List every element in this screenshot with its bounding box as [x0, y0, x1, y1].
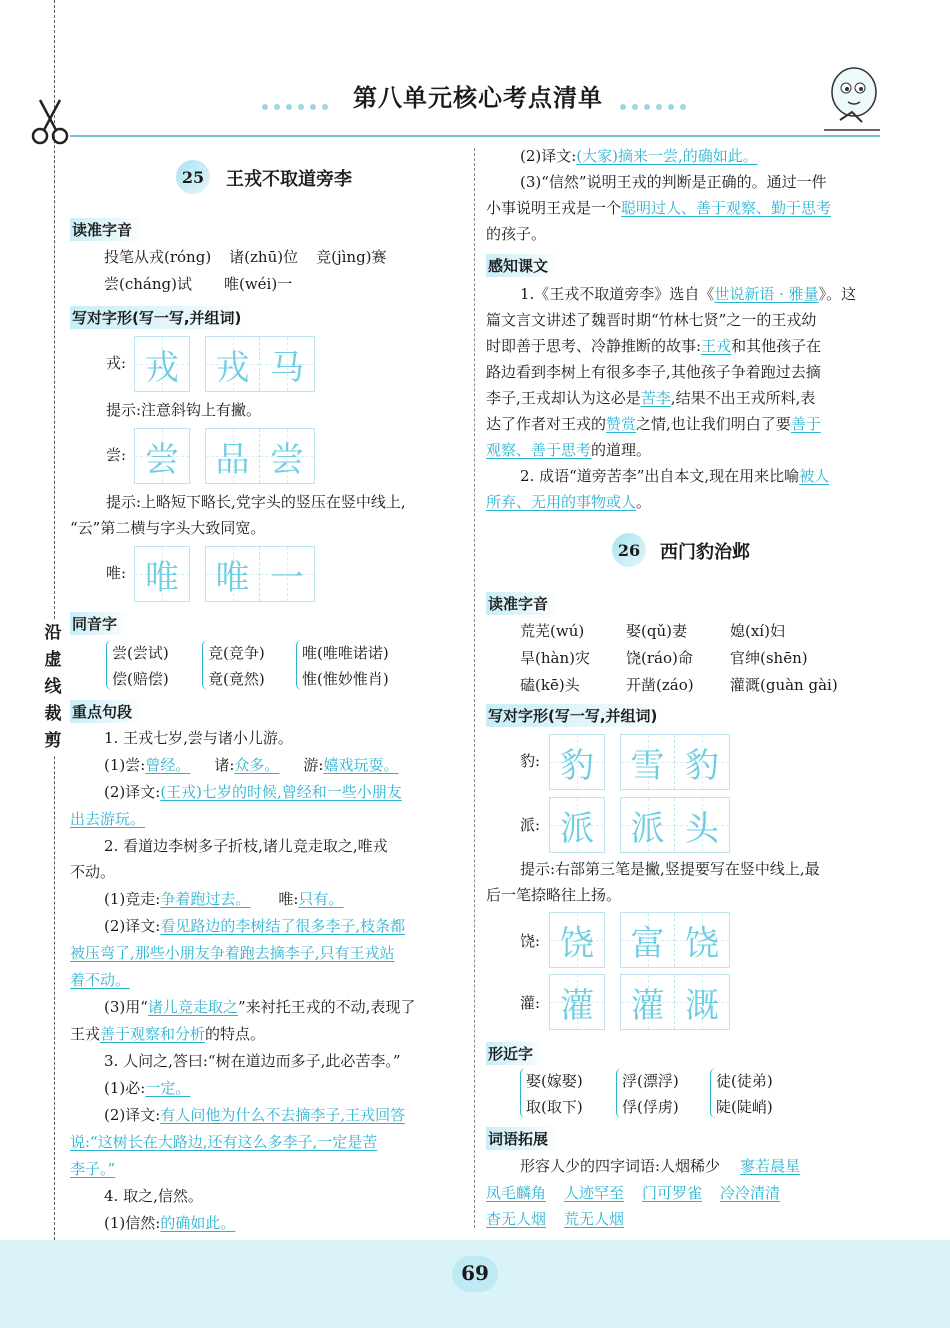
text-line: 1.《王戎不取道旁李》选自《世说新语 · 雅量》。这 [520, 285, 857, 303]
writing-grid: 唯 一 [205, 546, 315, 602]
column-divider [474, 148, 475, 1228]
pron-row: 尝(cháng)试 唯(wéi)一 [104, 275, 293, 293]
text-line: 2. 成语“道旁苦李”出自本文,现在用来比喻被人 [520, 467, 830, 485]
writing-grid: 饶 [549, 912, 605, 968]
write-label: 饶: [520, 932, 541, 950]
similar-group: 娶(嫁娶) 取(取下) [520, 1068, 583, 1120]
section-perception [486, 254, 558, 277]
section-label: 词语拓展 [486, 1127, 558, 1150]
section-pronunciation [486, 592, 558, 615]
section-label: 形近字 [486, 1042, 543, 1065]
writing-grid: 雪 豹 [620, 734, 730, 790]
lesson-title: 王戎不取道旁李 [226, 169, 352, 190]
similar-group: 徒(徒弟) 陡(陡峭) [710, 1068, 773, 1120]
key-sentence: 2. 看道边李树多子折枝,诸儿竞走取之,唯戎 [104, 837, 388, 855]
title-dots-right [620, 96, 692, 106]
section-write [70, 306, 251, 329]
answer-line: 被压弯了,那些小朋友争着跑去摘李子,只有王戎站 [70, 944, 395, 962]
lesson-title: 西门豹治邺 [660, 542, 750, 563]
text-line: 形容人少的四字词语:人烟稀少 寥若晨星 [520, 1157, 801, 1175]
answer-line: (2)译文:(大家)摘来一尝,的确如此。 [520, 147, 758, 165]
answer-line: 的孩子。 [486, 225, 547, 243]
lesson-number: 26 [612, 533, 646, 567]
answer-line: 李子。” [70, 1160, 116, 1178]
homophone-group: 尝(尝试) 偿(赔偿) [106, 640, 169, 692]
hint: 提示:注意斜钩上有撇。 [106, 401, 262, 419]
hint: 提示:右部第三笔是撇,竖提要写在竖中线上,最 [520, 860, 820, 878]
answer-line: (2)译文:(王戎)七岁的时候,曾经和一些小朋友 [104, 783, 402, 801]
section-label: 重点句段 [70, 700, 142, 723]
answer-line: (1)必:一定。 [104, 1079, 191, 1097]
writing-grid: 豹 [549, 734, 605, 790]
answer-line: (1)信然:的确如此。 [104, 1214, 236, 1232]
text-line: 篇文言文讲述了魏晋时期“竹林七贤”之一的王戎幼 [486, 311, 817, 329]
text-line: 杳无人烟 荒无人烟 [486, 1210, 625, 1228]
pron-item: 灌溉(guàn gài) [730, 676, 838, 694]
section-write [486, 704, 667, 727]
text-line: 路边看到李树上有很多李子,其他孩子争着跑过去摘 [486, 363, 821, 381]
section-homophones [70, 612, 127, 635]
text-line: 李子,王戎却认为这必是苦李,结果不出王戎所料,表 [486, 389, 816, 407]
answer-line: 出去游玩。 [70, 810, 146, 828]
write-label: 派: [520, 816, 541, 834]
pron-item: 开凿(záo) [626, 676, 694, 694]
write-label: 戎: [106, 354, 127, 372]
answer-line: (3)用“诸儿竞走取之”来衬托王戎的不动,表现了 [104, 998, 416, 1016]
section-label: 同音字 [70, 612, 127, 635]
writing-grid: 戎 马 [205, 336, 315, 392]
answer-line: 小事说明王戎是一个聪明过人、善于观察、勤于思考 [486, 199, 832, 217]
writing-grid: 富 饶 [620, 912, 730, 968]
section-label: 写对字形(写一写,并组词) [486, 704, 667, 727]
writing-grid: 派 头 [620, 797, 730, 853]
answer-line: (2)译文:有人问他为什么不去摘李子,王戎回答 [104, 1106, 406, 1124]
text-line: 时即善于思考、冷静推断的故事:王戎和其他孩子在 [486, 337, 822, 355]
similar-group: 浮(漂浮) 俘(俘虏) [616, 1068, 679, 1120]
section-pronunciation [70, 218, 142, 241]
section-key-sentences [70, 700, 142, 723]
pron-item: 官绅(shēn) [730, 649, 808, 667]
hint: 后一笔捺略往上扬。 [486, 886, 622, 904]
key-sentence: 不动。 [70, 863, 116, 881]
text-line: 所弃、无用的事物或人。 [486, 493, 652, 511]
text-line: 达了作者对王戎的赞赏之情,也让我们明白了要善于 [486, 415, 821, 433]
text-line: 观察、善于思考的道理。 [486, 441, 652, 459]
writing-grid: 唯 [134, 546, 190, 602]
pron-item: 饶(ráo)命 [626, 649, 693, 667]
pron-item: 旱(hàn)灾 [520, 649, 590, 667]
answer-line: 着不动。 [70, 971, 131, 989]
scissors-icon [30, 98, 70, 146]
writing-grid: 灌 [549, 974, 605, 1030]
cut-instruction: 沿 虚 线 裁 剪 [40, 620, 66, 755]
homophone-group: 竞(竞争) 竟(竟然) [202, 640, 265, 692]
writing-grid: 派 [549, 797, 605, 853]
section-word-extension [486, 1127, 558, 1150]
section-label: 写对字形(写一写,并组词) [70, 306, 251, 329]
pron-item: 媳(xí)妇 [730, 622, 785, 640]
writing-grid: 戎 [134, 336, 190, 392]
pron-item: 娶(qǔ)妻 [626, 622, 687, 640]
answer-line: 王戎善于观察和分析的特点。 [70, 1025, 266, 1043]
answer-line: (1)尝:曾经。 诸:众多。 游:嬉戏玩耍。 [104, 756, 399, 774]
write-label: 唯: [106, 564, 127, 582]
pron-item: 磕(kē)头 [520, 676, 580, 694]
header-rule [70, 135, 880, 137]
answer-line: 说:“这树长在大路边,还有这么多李子,一定是苦 [70, 1133, 378, 1151]
hint: “云”第二横与字头大致同宽。 [70, 519, 266, 537]
write-label: 豹: [520, 752, 541, 770]
mascot-icon [822, 60, 882, 134]
pron-item: 荒芜(wú) [520, 622, 585, 640]
answer-line: (1)竞走:争着跑过去。 唯:只有。 [104, 890, 344, 908]
page-number: 69 [461, 1261, 489, 1285]
writing-grid: 品 尝 [205, 428, 315, 484]
lesson-number: 25 [176, 160, 210, 194]
key-sentence: 4. 取之,信然。 [104, 1187, 203, 1205]
hint: 提示:上略短下略长,党字头的竖压在竖中线上, [106, 493, 406, 511]
text-line: 凤毛麟角 人迹罕至 门可罗雀 冷冷清清 [486, 1184, 781, 1202]
section-label: 感知课文 [486, 254, 558, 277]
write-label: 尝: [106, 446, 127, 464]
homophone-group: 唯(唯唯诺诺) 惟(惟妙惟肖) [296, 640, 389, 692]
pron-row: 投笔从戎(róng) 诸(zhū)位 竞(jìng)赛 [104, 248, 387, 266]
writing-grid: 尝 [134, 428, 190, 484]
answer-line: (2)译文:看见路边的李树结了很多李子,枝条都 [104, 917, 406, 935]
write-label: 灌: [520, 994, 541, 1012]
section-label: 读准字音 [486, 592, 558, 615]
key-sentence: 1. 王戎七岁,尝与诸小儿游。 [104, 729, 293, 747]
writing-grid: 灌 溉 [620, 974, 730, 1030]
section-similar-shapes [486, 1042, 543, 1065]
key-sentence: 3. 人问之,答曰:“树在道边而多子,此必苦李。” [104, 1052, 401, 1070]
page-title: 第八单元核心考点清单 [353, 83, 603, 112]
answer-line: (3)“信然”说明王戎的判断是正确的。通过一件 [520, 173, 827, 191]
section-label: 读准字音 [70, 218, 142, 241]
